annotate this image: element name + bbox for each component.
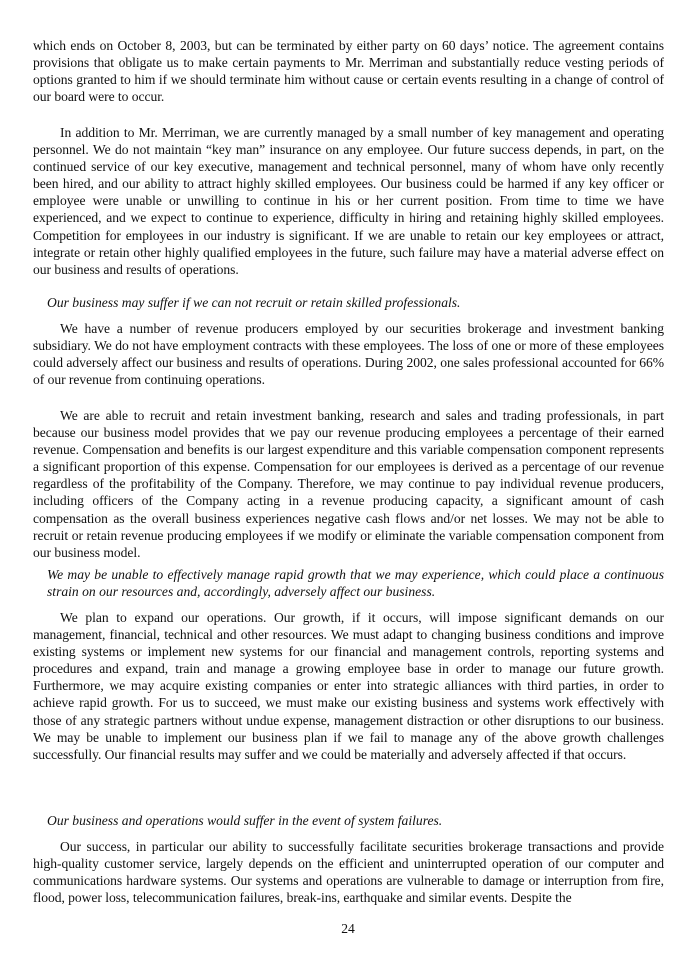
paragraph-employment-agreement: which ends on October 8, 2003, but can be terminated by either party on 60 days’ notice. The agreement contains provisions that obligate us to make certain payments to Mr. Merriman and substantially reduce vesting periods of options granted to him if we should terminate him without cause or certain events resulting in a change of control of our board were to occur. — [33, 38, 664, 105]
paragraph-expand-operations: We plan to expand our operations. Our growth, if it occurs, will impose significant demands on our management, financial, technical and other resources. We must adapt to changing business conditions and improve existing systems or implement new systems for our financial and management controls, reporting systems and procedures and expand, train and manage a growing employee base in order to manage our future growth. Furthermore, we may acquire existing companies or enter into strategic alliances with third parties, in order to achieve rapid growth. For us to succeed, we must make our existing business and systems work effectively with those of any strategic partners without undue expense, management distraction or other disruptions to our business. We may be unable to implement our business plan if we fail to manage any of the above growth challenges successfully. Our financial results may suffer and we could be materially and adversely affected if that occurs. — [33, 610, 664, 762]
paragraph-system-operations: Our success, in particular our ability to successfully facilitate securities brokerage transactions and provide high-quality customer service, largely depends on the efficient and uninterrupted operation of our computer and communications hardware systems. Our systems and operations are vulnerable to damage or interruption from fire, flood, power loss, telecommunication failures, break-ins, earthquake and similar events. Despite the — [33, 839, 664, 906]
section-heading-system-failures: Our business and operations would suffer in the event of system failures. — [47, 813, 443, 828]
paragraph-key-personnel: In addition to Mr. Merriman, we are currently managed by a small number of key management and operating personnel. We do not maintain “key man” insurance on any employee. Our future success depends, in part, on the continued service of our key executive, management and technical personnel, many of whom have only recently been hired, and our ability to attract highly skilled employees. Our business could be harmed if any key officer or employee were unable or unwilling to continue in his or her current position. From time to time we have experienced, and we expect to continue to experience, difficulty in hiring and retaining highly skilled employees. Competition for employees in our industry is significant. If we are unable to retain our key employees or attract, integrate or retain other highly qualified employees in the future, such failure may have a material adverse effect on our business and results of operations. — [33, 125, 664, 277]
page-number: 24 — [341, 921, 355, 936]
section-heading-skilled-professionals: Our business may suffer if we can not recruit or retain skilled professionals. — [47, 295, 461, 310]
paragraph-compensation-model: We are able to recruit and retain investment banking, research and sales and trading professionals, in part because our business model provides that we pay our revenue producing employees a percentage of their earned revenue. Compensation and benefits is our largest expenditure and this variable compensation component represents a significant proportion of this expense. Compensation for our employees is derived as a percentage of our revenue regardless of the profitability of the Company. Therefore, we may continue to pay individual revenue producers, including officers of the Company acting in a revenue producing capacity, a significant amount of cash compensation as the overall business experiences negative cash flows and/or net losses. We may not be able to recruit or retain revenue producing employees if we modify or eliminate the variable compensation component from our business model. — [33, 408, 664, 560]
paragraph-revenue-producers: We have a number of revenue producers employed by our securities brokerage and investment banking subsidiary. We do not have employment contracts with these employees. The loss of one or more of these employees could adversely affect our business and results of operations. During 2002, one sales professional accounted for 66% of our revenue from continuing operations. — [33, 321, 664, 388]
section-heading-rapid-growth: We may be unable to effectively manage rapid growth that we may experience, which could place a continuous strain on our resources and, accordingly, adversely affect our business. — [47, 567, 664, 600]
